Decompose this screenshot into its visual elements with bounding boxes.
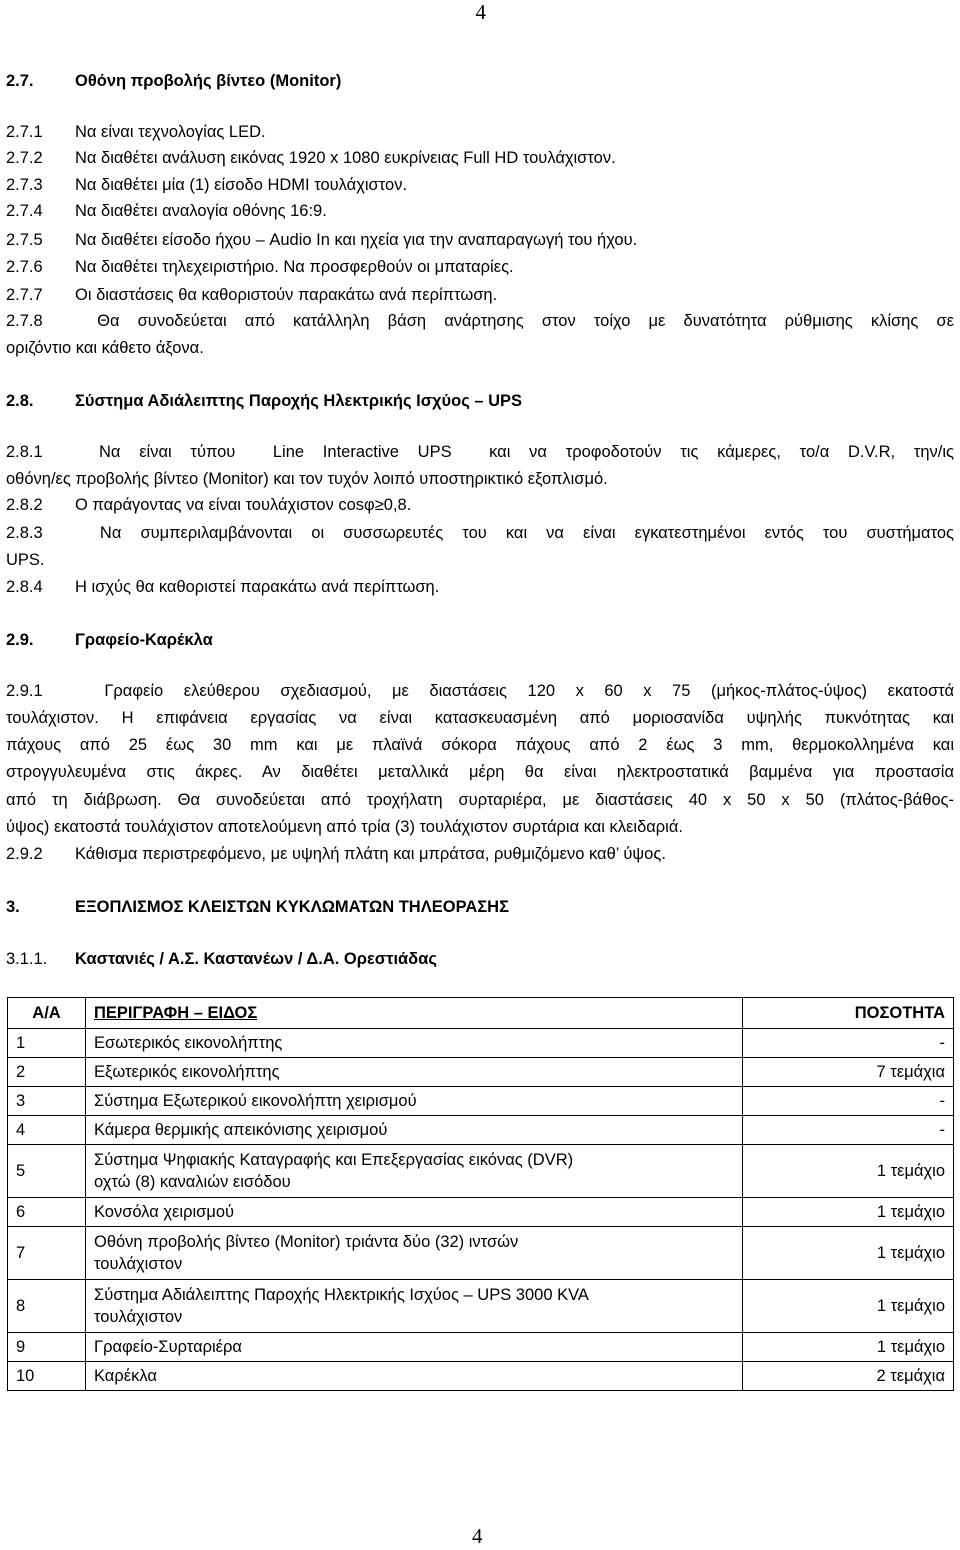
- table-row: [8, 1145, 954, 1198]
- cell-description: Σύστημα Εξωτερικού εικονολήπτη χειρισμού: [86, 1087, 743, 1116]
- item-text: Η ισχύς θα καθοριστεί παρακάτω ανά περίπτωση.: [75, 578, 440, 596]
- item-number: 2.7.6: [6, 258, 43, 276]
- item-text: Ο παράγοντας να είναι τουλάχιστον cosφ≥0,8.: [75, 496, 412, 514]
- paragraph-line: [6, 680, 954, 702]
- section-number: 2.9.: [6, 631, 34, 649]
- item-text: Κάθισμα περιστρεφόμενο, με υψηλή πλάτη και μπράτσα, ρυθμιζόμενο καθ’ ύψος.: [75, 845, 666, 863]
- paragraph-line: [6, 789, 954, 811]
- item-number: 2.8.4: [6, 578, 43, 596]
- cell-aa: 3: [8, 1087, 86, 1116]
- cell-quantity: 2 τεμάχια: [743, 1362, 954, 1391]
- header-quantity: ΠΟΣΟΤΗΤΑ: [743, 998, 954, 1029]
- header-aa: Α/Α: [8, 998, 86, 1029]
- table-row: [8, 1198, 954, 1227]
- item-text: Να είναι τεχνολογίας LED.: [75, 123, 266, 141]
- item-number: 2.7.1: [6, 123, 43, 141]
- cell-description-line: οχτώ (8) καναλιών εισόδου: [94, 1173, 291, 1191]
- cell-description-line: τουλάχιστον: [94, 1255, 183, 1273]
- cell-aa: 1: [8, 1029, 86, 1058]
- section-number: 2.8.: [6, 392, 34, 410]
- cell-description-line: Οθόνη προβολής βίντεο (Monitor) τριάντα δύο (32) ιντσών: [94, 1233, 519, 1251]
- cell-quantity: 1 τεμάχιο: [743, 1333, 954, 1362]
- cell-quantity: 1 τεμάχιο: [743, 1280, 954, 1333]
- page-number-top: 4: [475, 0, 486, 24]
- paragraph-text: από τη διάβρωση. Θα συνοδεύεται από τροχήλατη συρταριέρα, με διαστάσεις 40 x 50 x 50 (πλάτος-βάθος-: [6, 791, 954, 809]
- item-text: Να διαθέτει είσοδο ήχου – Audio In και ηχεία για την αναπαραγωγή του ήχου.: [75, 231, 638, 249]
- cell-description: Εσωτερικός εικονολήπτης: [86, 1029, 743, 1058]
- paragraph-text: 2.9.1 Γραφείο ελεύθερου σχεδιασμού, με διαστάσεις 120 x 60 x 75 (μήκος-πλάτος-ύψος) εκατοστά: [6, 682, 954, 700]
- cell-quantity: -: [743, 1087, 954, 1116]
- header-description-text: ΠΕΡΙΓΡΑΦΗ – ΕΙΔΟΣ: [94, 1004, 258, 1022]
- item-number: 2.9.2: [6, 845, 43, 863]
- table-row: [8, 1280, 954, 1333]
- item-text: Να διαθέτει αναλογία οθόνης 16:9.: [75, 202, 327, 220]
- cell-quantity: 1 τεμάχιο: [743, 1145, 954, 1198]
- header-description: [86, 998, 743, 1029]
- cell-aa: 2: [8, 1058, 86, 1087]
- cell-aa: 4: [8, 1116, 86, 1145]
- paragraph-text: τουλάχιστον. Η επιφάνεια εργασίας να είναι κατασκευασμένη από μοριοσανίδα υψηλής πυκνότητας και: [6, 709, 954, 727]
- item-text: Οι διαστάσεις θα καθοριστούν παρακάτω ανά περίπτωση.: [75, 286, 498, 304]
- cell-quantity: 7 τεμάχια: [743, 1058, 954, 1087]
- cell-description: [86, 1280, 743, 1333]
- cell-description: Κάμερα θερμικής απεικόνισης χειρισμού: [86, 1116, 743, 1145]
- table-row: [8, 1029, 954, 1058]
- paragraph-line: [6, 707, 954, 729]
- table-row: [8, 1058, 954, 1087]
- cell-description-line: τουλάχιστον: [94, 1308, 183, 1326]
- section-title: Καστανιές / Α.Σ. Καστανέων / Δ.Α. Ορεστιάδας: [75, 950, 437, 968]
- paragraph-text: πάχους από 25 έως 30 mm και με πλαϊνά σόκορα πάχους από 2 έως 3 mm, θερμοκολλημένα και: [6, 736, 954, 754]
- paragraph-line: [6, 310, 954, 332]
- table-row: [8, 1362, 954, 1391]
- section-title: ΕΞΟΠΛΙΣΜΟΣ ΚΛΕΙΣΤΩΝ ΚΥΚΛΩΜΑΤΩΝ ΤΗΛΕΟΡΑΣΗΣ: [75, 898, 509, 916]
- paragraph-line: UPS.: [6, 551, 45, 569]
- cell-quantity: 1 τεμάχιο: [743, 1198, 954, 1227]
- page-number-bottom: 4: [472, 1524, 483, 1548]
- cell-aa: 5: [8, 1145, 86, 1198]
- paragraph-text: 2.8.3 Να συμπεριλαμβάνονται οι συσσωρευτές του και να είναι εγκατεστημένοι εντός του συστήματος: [6, 524, 954, 542]
- cell-aa: 9: [8, 1333, 86, 1362]
- cell-aa: 6: [8, 1198, 86, 1227]
- table-row: [8, 1333, 954, 1362]
- table-row: [8, 1087, 954, 1116]
- paragraph-line: οθόνη/ες προβολής βίντεο (Monitor) και τον τυχόν λοιπό υποστηρικτικό εξοπλισμό.: [6, 470, 608, 488]
- cell-quantity: -: [743, 1029, 954, 1058]
- item-number: 2.8.2: [6, 496, 43, 514]
- paragraph-line: [6, 761, 954, 783]
- paragraph-text: στρογγυλευμένα στις άκρες. Αν διαθέτει μεταλλικά μέρη θα είναι ηλεκτροστατικά βαμμένα για προστασία: [6, 763, 954, 781]
- item-number: 2.7.7: [6, 286, 43, 304]
- cell-description: Κονσόλα χειρισμού: [86, 1198, 743, 1227]
- cell-description: [86, 1227, 743, 1280]
- item-text: Να διαθέτει μία (1) είσοδο HDMI τουλάχιστον.: [75, 176, 408, 194]
- cell-description: [86, 1145, 743, 1198]
- paragraph-line: [6, 522, 954, 544]
- cell-aa: 8: [8, 1280, 86, 1333]
- paragraph-text: 2.8.1 Να είναι τύπου Line Interactive UPS και να τροφοδοτούν τις κάμερες, το/α D.V.R, την/ις: [6, 443, 954, 461]
- item-number: 2.7.4: [6, 202, 43, 220]
- cell-quantity: -: [743, 1116, 954, 1145]
- section-title: Γραφείο-Καρέκλα: [75, 631, 213, 649]
- item-text: Να διαθέτει ανάλυση εικόνας 1920 x 1080 ευκρίνειας Full HD τουλάχιστον.: [75, 149, 616, 167]
- section-number: 3.1.1.: [6, 950, 48, 968]
- table-row: [8, 1116, 954, 1145]
- paragraph-line: [6, 441, 954, 463]
- cell-quantity: 1 τεμάχιο: [743, 1227, 954, 1280]
- cell-description-line: Σύστημα Ψηφιακής Καταγραφής και Επεξεργασίας εικόνας (DVR): [94, 1151, 574, 1169]
- item-number: 2.7.2: [6, 149, 43, 167]
- section-number: 2.7.: [6, 72, 34, 90]
- paragraph-line: [6, 734, 954, 756]
- section-title: Οθόνη προβολής βίντεο (Monitor): [75, 72, 342, 90]
- paragraph-text: 2.7.8 Θα συνοδεύεται από κατάλληλη βάση ανάρτησης στον τοίχο με δυνατότητα ρύθμισης κλίσης σε: [6, 312, 954, 330]
- cell-description: Εξωτερικός εικονολήπτης: [86, 1058, 743, 1087]
- cell-aa: 7: [8, 1227, 86, 1280]
- cell-aa: 10: [8, 1362, 86, 1391]
- table-header-row: [8, 998, 954, 1029]
- item-number: 2.7.3: [6, 176, 43, 194]
- paragraph-line: ύψος) εκατοστά τουλάχιστον αποτελούμενη από τρία (3) τουλάχιστον συρτάρια και κλειδαριά.: [6, 818, 683, 836]
- section-title: Σύστημα Αδιάλειπτης Παροχής Ηλεκτρικής Ισχύος – UPS: [75, 392, 523, 410]
- item-text: Να διαθέτει τηλεχειριστήριο. Να προσφερθούν οι μπαταρίες.: [75, 258, 514, 276]
- cell-description: Καρέκλα: [86, 1362, 743, 1391]
- item-number: 2.7.5: [6, 231, 43, 249]
- cell-description-line: Σύστημα Αδιάλειπτης Παροχής Ηλεκτρικής Ισχύος – UPS 3000 KVA: [94, 1286, 589, 1304]
- cell-description: Γραφείο-Συρταριέρα: [86, 1333, 743, 1362]
- table-row: [8, 1227, 954, 1280]
- paragraph-line: οριζόντιο και κάθετο άξονα.: [6, 339, 204, 357]
- equipment-table: [7, 997, 954, 1391]
- section-number: 3.: [6, 898, 20, 916]
